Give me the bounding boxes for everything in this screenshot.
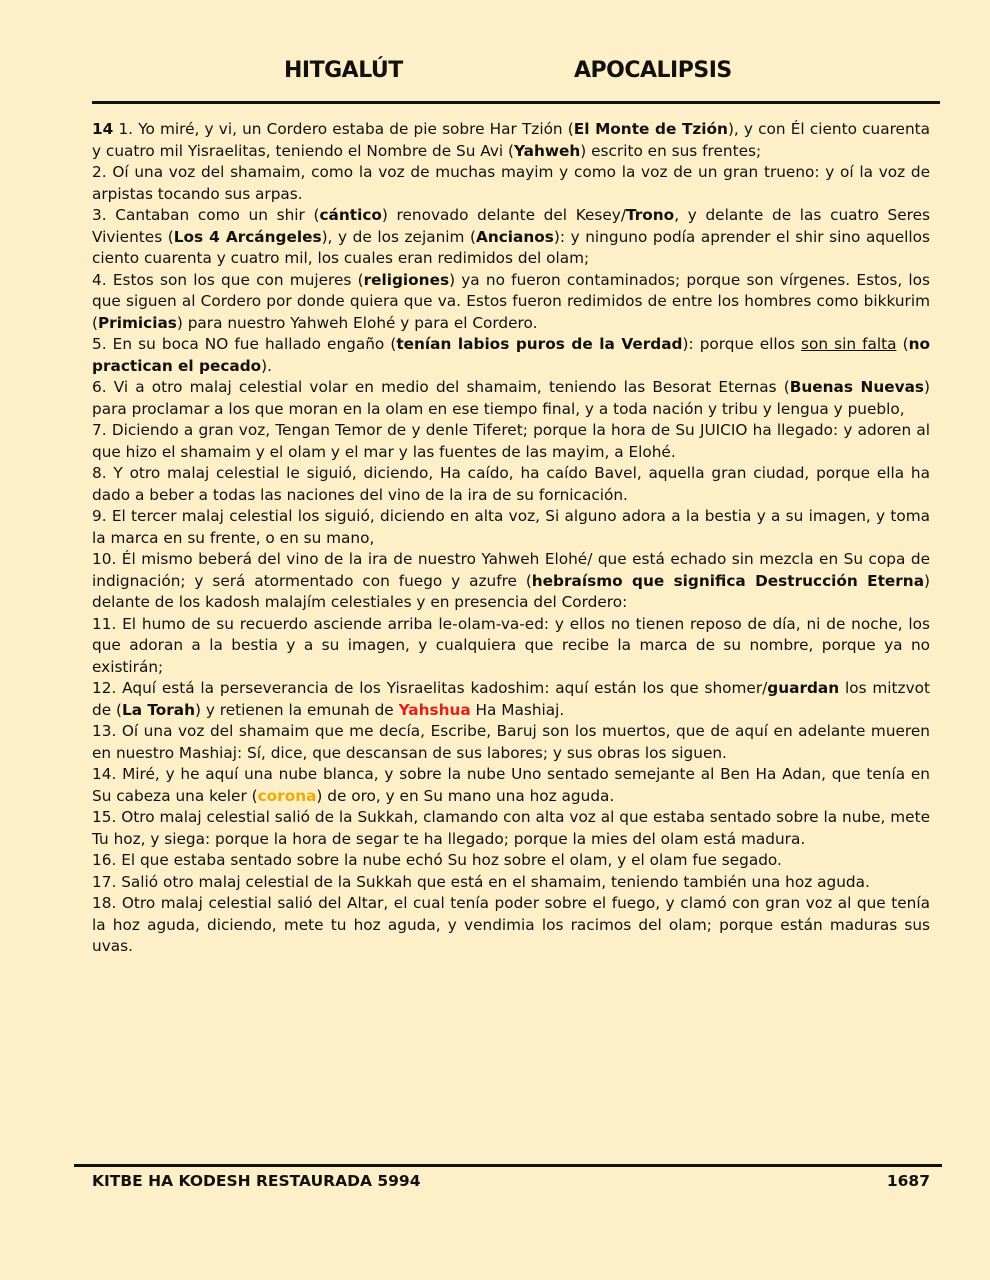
- verse-text: 17. Salió otro malaj celestial de la Sukkah que está en el shamaim, teniendo también una hoz aguda.: [92, 872, 870, 891]
- verse-text: ), y de los zejanim (: [321, 227, 476, 246]
- verse-16: [92, 850, 930, 872]
- verse-text: 14. Miré, y he aquí una nube blanca, y sobre la nube Uno sentado semejante al Ben Ha Adan, que tenía en Su cabeza una keler (: [92, 765, 930, 805]
- verse-18: [92, 893, 930, 958]
- verse-text: ) renovado delante del Kesey/: [381, 206, 626, 224]
- verse-bold: Buenas Nuevas: [789, 378, 925, 396]
- header-title-right: APOCALIPSIS: [574, 58, 732, 83]
- verse-text: 10. Él mismo beberá del vino de la ira de nuestro Yahweh Elohé/ que está echado sin mezcla en Su copa de indignación; y será atormentado con fuego y azufre (: [92, 550, 930, 590]
- verse-text: 9. El tercer malaj celestial los siguió, diciendo en alta voz, Si alguno adora a la bestia y a su imagen, y toma la marca en su frente, o en su mano,: [92, 507, 930, 547]
- verse-text: 1. Yo miré, y vi, un Cordero estaba de pie sobre Har Tzión (: [113, 120, 574, 138]
- verse-text: ): porque ellos: [682, 335, 802, 353]
- verse-4: [92, 270, 930, 335]
- chapter-number: 14: [92, 120, 114, 138]
- chapter-text: [92, 119, 930, 958]
- verse-2: [92, 162, 930, 205]
- verse-text: ) de oro, y en Su mano una hoz aguda.: [316, 786, 615, 805]
- verse-text: Ha Mashiaj.: [470, 700, 565, 719]
- verse-5: [92, 334, 930, 377]
- verse-text: 8. Y otro malaj celestial le siguió, diciendo, Ha caído, ha caído Bavel, aquella gran ciudad, porque ella ha dado a beber a todas las naciones del vino de la ira de su fornicación.: [92, 464, 930, 504]
- verse-bold: Primicias: [97, 313, 177, 332]
- verse-text: 15. Otro malaj celestial salió de la Sukkah, clamando con alta voz al que estaba sentado sobre la nube, mete Tu hoz, y siega: porque la hora de segar te ha llegado; porque la mies del olam está madura.: [92, 808, 930, 848]
- verse-text: ) ya no fueron contaminados; porque son vírgenes. Estos, los que siguen al Cordero por donde quiera que va. Estos fueron redimidos de entre los hombres como bikkurim (: [92, 270, 930, 332]
- verse-3: [92, 205, 930, 270]
- footer-rule: [74, 1164, 942, 1167]
- verse-bold: guardan: [767, 679, 840, 697]
- footer-book-title: KITBE HA KODESH RESTAURADA 5994: [92, 1172, 421, 1190]
- verse-text: 12. Aquí está la perseverancia de los Yisraelitas kadoshim: aquí están los que shomer/: [92, 679, 768, 697]
- header-title-left: HITGALÚT: [284, 58, 403, 83]
- verse-bold: hebraísmo que significa Destrucción Eterna: [531, 571, 925, 590]
- verse-text: (: [896, 335, 909, 353]
- verse-bold: Ancianos: [475, 227, 554, 246]
- verse-15: [92, 807, 930, 850]
- verse-text: 16. El que estaba sentado sobre la nube echó Su hoz sobre el olam, y el olam fue segado.: [92, 851, 782, 869]
- verse-text: 7. Diciendo a gran voz, Tengan Temor de y denle Tiferet; porque la hora de Su JUICIO ha llegado: y adoren al que hizo el shamaim y el olam y el mar y las fuentes de las mayim, a Elohé.: [92, 421, 930, 461]
- verse-text: , y delante de las cuatro Seres Vivientes (: [92, 206, 930, 246]
- verse-text: 5. En su boca NO fue hallado engaño (: [92, 335, 397, 353]
- verse-text: los mitzvot de (: [92, 679, 930, 719]
- verse-bold: El Monte de Tzión: [573, 120, 728, 138]
- verse-text: ) para nuestro Yahweh Elohé y para el Cordero.: [176, 313, 538, 332]
- verse-text: 3. Cantaban como un shir (: [92, 206, 320, 224]
- verse-8: [92, 463, 930, 506]
- verse-text: ).: [261, 356, 273, 375]
- verse-text: 2. Oí una voz del shamaim, como la voz de muchas mayim y como la voz de un gran trueno: y oí la voz de arpistas tocando sus arpas.: [92, 163, 930, 203]
- verse-text: ), y con Él ciento cuarenta y cuatro mil Yisraelitas, teniendo el Nombre de Su Avi (: [92, 120, 931, 160]
- verse-1: [92, 119, 930, 162]
- verse-11: [92, 614, 930, 679]
- verse-text: 18. Otro malaj celestial salió del Altar, el cual tenía poder sobre el fuego, y clamó con gran voz al que tenía la hoz aguda, diciendo, mete tu hoz aguda, y vendimia los racimos del olam; porque están maduras sus uvas.: [92, 894, 930, 955]
- verse-text: 4. Estos son los que con mujeres (: [92, 270, 364, 289]
- verse-bold: Yahweh: [514, 141, 581, 160]
- verse-text: ) y retienen la emunah de: [195, 700, 399, 719]
- verse-text: ): y ninguno podía aprender el shir sino aquellos ciento cuarenta y cuatro mil, los cuales eran redimidos del olam;: [92, 227, 930, 267]
- verse-13: [92, 721, 930, 764]
- verse-9: [92, 506, 930, 549]
- verse-gold-word: corona: [257, 786, 317, 805]
- verse-7: [92, 420, 930, 463]
- verse-text: 13. Oí una voz del shamaim que me decía, Escribe, Baruj son los muertos, que de aquí en adelante mueren en nuestro Mashiaj: Sí, dice, que descansan de sus labores; y sus obras los siguen.: [92, 722, 930, 762]
- verse-6: [92, 377, 930, 420]
- verse-bold: tenían labios puros de la Verdad: [396, 335, 683, 353]
- verse-bold: Trono: [625, 206, 675, 224]
- verse-bold: cántico: [319, 206, 382, 224]
- verse-10: [92, 549, 930, 614]
- header-rule: [92, 101, 940, 104]
- verse-14: [92, 764, 930, 807]
- verse-text: ) para proclamar a los que moran en la olam en ese tiempo final, y a toda nación y tribu y lengua y pueblo,: [92, 378, 930, 418]
- verse-text: ) delante de los kadosh malajím celestiales y en presencia del Cordero:: [92, 571, 930, 611]
- verse-12: [92, 678, 930, 721]
- page-number: 1687: [886, 1172, 930, 1190]
- verse-bold: La Torah: [121, 700, 196, 719]
- verse-underline: son sin falta: [801, 335, 897, 353]
- verse-text: 11. El humo de su recuerdo asciende arriba le-olam-va-ed: y ellos no tienen reposo de día, ni de noche, los que adoran a la bestia y a su imagen, y cualquiera que recibe la marca de su nombre, porque ya no existirán;: [92, 614, 930, 676]
- verse-bold: Los 4 Arcángeles: [173, 227, 322, 246]
- page-header: [0, 58, 990, 90]
- verse-bold: no practican el pecado: [92, 335, 930, 375]
- verse-text: ) escrito en sus frentes;: [580, 141, 762, 160]
- verse-text: 6. Vi a otro malaj celestial volar en medio del shamaim, teniendo las Besorat Eternas (: [92, 378, 790, 396]
- verse-17: [92, 872, 930, 894]
- verse-red-name: Yahshua: [398, 700, 471, 719]
- verse-bold: religiones: [363, 270, 450, 289]
